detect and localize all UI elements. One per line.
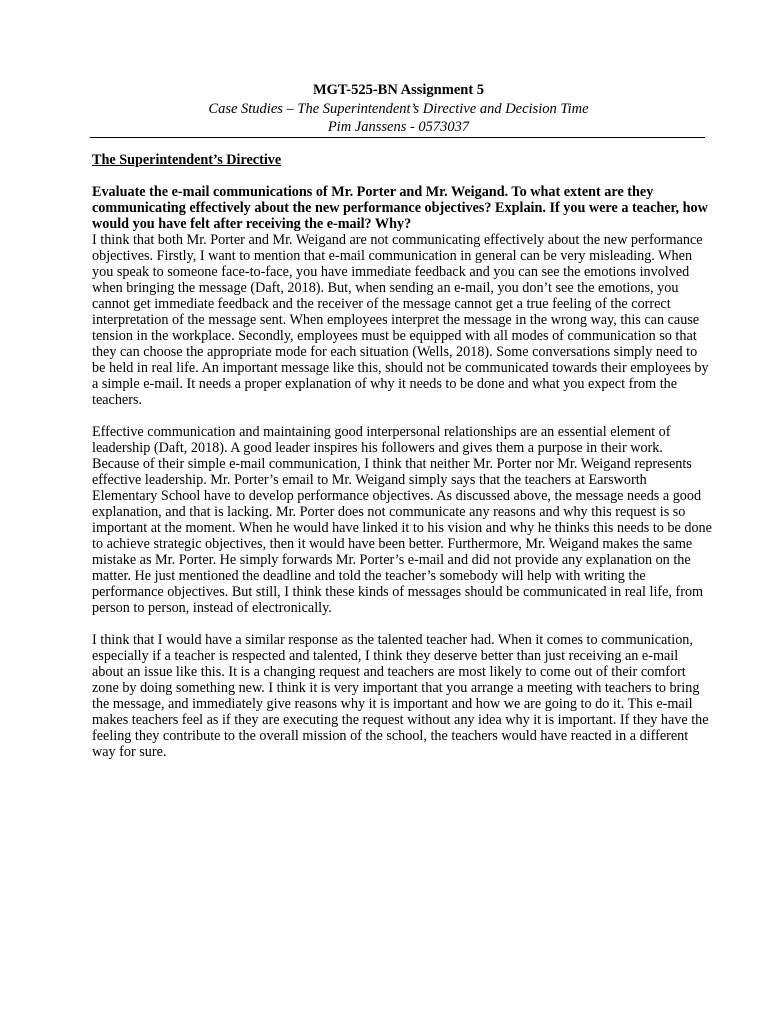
- question-text: Evaluate the e-mail communications of Mr. Porter and Mr. Weigand. To what extent are they communicating effectively about the new performance objectives? Explain. If you were a teacher, how would you have felt after receiving the e-mail? Why?: [92, 184, 708, 232]
- paragraph-2: Effective communication and maintaining good interpersonal relationships are an essential element of leadership (Daft, 2018). A good leader inspires his followers and gives them a purpose in their work. Because of their simple e-mail communication, I think that neither Mr. Porter nor Mr. Weigand represents effective leadership. Mr. Porter’s email to Mr. Weigand simply says that the teachers at Earsworth Elementary School have to develop performance objectives. As discussed above, the message needs a good explanation, and that is lacking. Mr. Porter does not communicate any reasons and why this request is so important at the moment. When he would have linked it to his vision and why he thinks this needs to be done to achieve strategic objectives, then it would have been better. Furthermore, Mr. Weigand makes the same mistake as Mr. Porter. He simply forwards Mr. Porter’s e-mail and did not provide any explanation on the matter. He just mentioned the deadline and told the teacher’s somebody will help with writing the performance objectives. But still, I think these kinds of messages should be communicated in real life, from person to person, instead of electronically.: [92, 424, 712, 616]
- document-title: MGT-525-BN Assignment 5: [312, 82, 485, 98]
- document-author: Pim Janssens - 0573037: [327, 119, 470, 135]
- document-subtitle: Case Studies – The Superintendent’s Directive and Decision Time: [208, 101, 589, 117]
- document-header: [92, 80, 705, 136]
- section-heading: The Superintendent’s Directive: [92, 152, 282, 168]
- document-body: [92, 152, 712, 776]
- paragraph-3: I think that I would have a similar response as the talented teacher had. When it comes to communication, especially if a teacher is respected and talented, I think they deserve better than just receiving an e-mail about an issue like this. It is a changing request and teachers are most likely to come out of their comfort zone by doing something new. I think it is very important that you arrange a meeting with teachers to bring the message, and immediately give reasons why it is important and how we are going to do it. This e-mail makes teachers feel as if they are executing the request without any idea why it is important. If they have the feeling they contribute to the overall mission of the school, the teachers would have reacted in a different way for sure.: [92, 632, 709, 760]
- paragraph-1: I think that both Mr. Porter and Mr. Weigand are not communicating effectively about the new performance objectives. Firstly, I want to mention that e-mail communication in general can be very misleading. When you speak to someone face-to-face, you have immediate feedback and you can see the emotions involved when bringing the message (Daft, 2018). But, when sending an e-mail, you don’t see the emotions, you cannot get immediate feedback and the receiver of the message cannot get a true feeling of the correct interpretation of the message sent. When employees interpret the message in the wrong way, this can cause tension in the workplace. Secondly, employees must be equipped with all modes of communication so that they can choose the appropriate mode for each situation (Wells, 2018). Some conversations simply need to be held in real life. An important message like this, should not be communicated towards their employees by a simple e-mail. It needs a proper explanation of why it needs to be done and what you expect from the teachers.: [92, 232, 709, 408]
- header-divider: [90, 137, 705, 138]
